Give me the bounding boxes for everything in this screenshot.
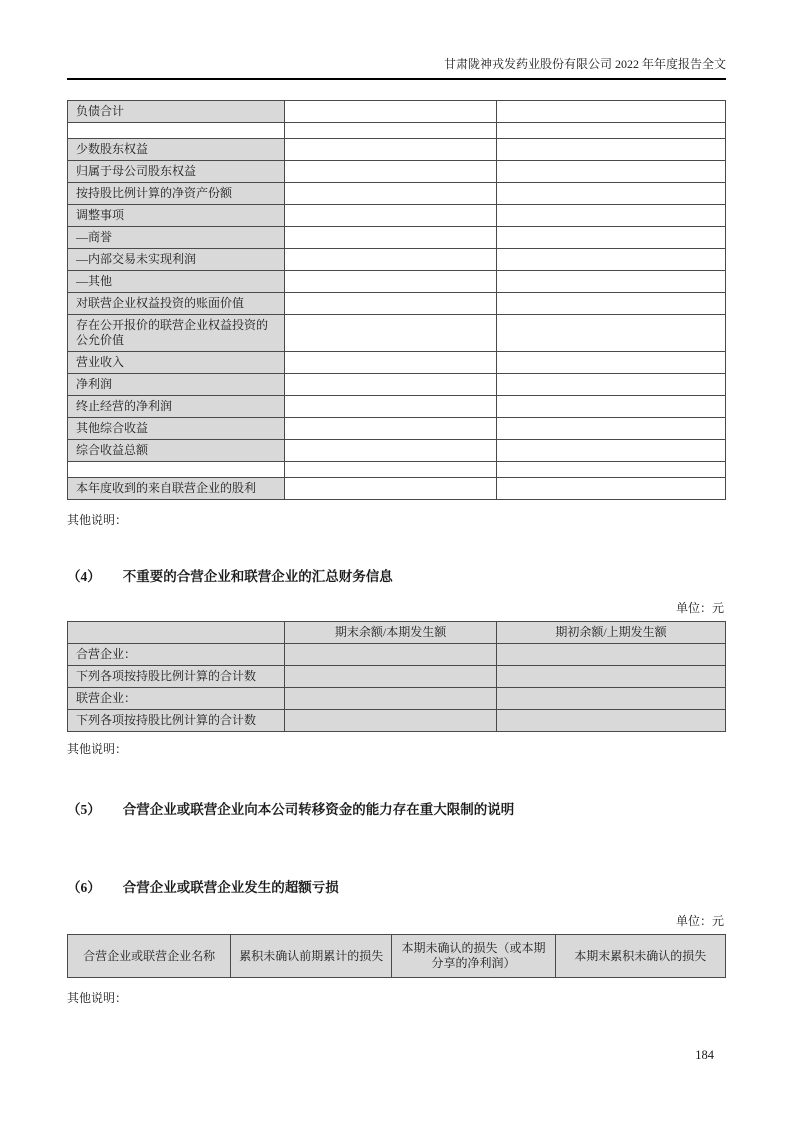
- value-cell: [285, 139, 497, 161]
- other-note-label: 其他说明：: [67, 742, 128, 756]
- row-label-cell: 净利润: [68, 374, 285, 396]
- value-cell: [497, 352, 726, 374]
- value-cell: [285, 249, 497, 271]
- value-cell: [497, 644, 726, 666]
- value-cell: [497, 101, 726, 123]
- table-row: [68, 293, 726, 315]
- value-cell: [497, 139, 726, 161]
- table-row: [68, 205, 726, 227]
- section-title: 合营企业或联营企业发生的超额亏损: [122, 880, 339, 895]
- row-label-cell: —内部交易未实现利润: [68, 249, 285, 271]
- value-cell: [285, 315, 497, 352]
- row-label-cell: 合营企业：: [68, 644, 285, 666]
- value-cell: [497, 123, 726, 139]
- column-header-cell: 本期末累积未确认的损失: [555, 935, 725, 978]
- section-title: 合营企业或联营企业向本公司转移资金的能力存在重大限制的说明: [122, 802, 515, 817]
- table-row: [68, 478, 726, 500]
- table-row: [68, 396, 726, 418]
- table-row: [68, 271, 726, 293]
- value-cell: [497, 315, 726, 352]
- column-header-cell: 期初余额/上期发生额: [497, 622, 726, 644]
- section-number: （6）: [67, 880, 101, 895]
- table-header-row: [68, 622, 726, 644]
- value-cell: [497, 293, 726, 315]
- value-cell: [285, 440, 497, 462]
- row-label-cell: [68, 123, 285, 139]
- table-row: [68, 666, 726, 688]
- row-label-cell: 综合收益总额: [68, 440, 285, 462]
- row-label-cell: 少数股东权益: [68, 139, 285, 161]
- value-cell: [285, 418, 497, 440]
- value-cell: [285, 396, 497, 418]
- value-cell: [285, 478, 497, 500]
- section-heading-5: [67, 801, 726, 819]
- table-row: [68, 161, 726, 183]
- value-cell: [497, 418, 726, 440]
- section-number: （4）: [67, 569, 101, 584]
- table-header-row: [68, 935, 726, 978]
- table-row: [68, 710, 726, 732]
- column-header-cell: 合营企业或联营企业名称: [68, 935, 231, 978]
- value-cell: [285, 293, 497, 315]
- table-row: [68, 139, 726, 161]
- other-note-label: 其他说明：: [67, 513, 128, 527]
- row-label-cell: 下列各项按持股比例计算的合计数: [68, 666, 285, 688]
- value-cell: [497, 374, 726, 396]
- value-cell: [497, 249, 726, 271]
- row-label-cell: [68, 462, 285, 478]
- value-cell: [285, 205, 497, 227]
- column-header-cell: 累积未确认前期累计的损失: [231, 935, 392, 978]
- table-row: [68, 440, 726, 462]
- value-cell: [497, 161, 726, 183]
- value-cell: [497, 440, 726, 462]
- section-number: （5）: [67, 802, 101, 817]
- table-row: [68, 315, 726, 352]
- value-cell: [497, 478, 726, 500]
- row-label-cell: 联营企业：: [68, 688, 285, 710]
- value-cell: [285, 644, 497, 666]
- table-row: [68, 183, 726, 205]
- table-row: [68, 374, 726, 396]
- row-label-cell: 存在公开报价的联营企业权益投资的公允价值: [68, 315, 285, 352]
- value-cell: [285, 710, 497, 732]
- row-label-cell: 营业收入: [68, 352, 285, 374]
- row-label-cell: 终止经营的净利润: [68, 396, 285, 418]
- value-cell: [285, 688, 497, 710]
- table-row: [68, 688, 726, 710]
- value-cell: [285, 123, 497, 139]
- page-number: 184: [695, 1048, 714, 1062]
- row-label-cell: 按持股比例计算的净资产份额: [68, 183, 285, 205]
- value-cell: [285, 352, 497, 374]
- value-cell: [497, 710, 726, 732]
- column-header-cell: 本期未确认的损失（或本期分享的净利润）: [392, 935, 555, 978]
- value-cell: [285, 462, 497, 478]
- value-cell: [285, 183, 497, 205]
- value-cell: [497, 227, 726, 249]
- table-row: [68, 418, 726, 440]
- row-label-cell: 归属于母公司股东权益: [68, 161, 285, 183]
- value-cell: [285, 666, 497, 688]
- value-cell: [285, 101, 497, 123]
- row-label-cell: 本年度收到的来自联营企业的股利: [68, 478, 285, 500]
- value-cell: [497, 688, 726, 710]
- column-header-cell: 期末余额/本期发生额: [285, 622, 497, 644]
- section-heading-4: [67, 568, 726, 586]
- row-label-cell: 其他综合收益: [68, 418, 285, 440]
- value-cell: [497, 183, 726, 205]
- value-cell: [285, 374, 497, 396]
- row-label-cell: 对联营企业权益投资的账面价值: [68, 293, 285, 315]
- table-row: [68, 227, 726, 249]
- row-label-cell: 负债合计: [68, 101, 285, 123]
- unit-label: 单位：元: [675, 601, 724, 615]
- value-cell: [497, 666, 726, 688]
- table-row: [68, 644, 726, 666]
- other-note-label: 其他说明：: [67, 991, 128, 1005]
- report-header-title: 甘肃陇神戎发药业股份有限公司 2022 年年度报告全文: [67, 56, 726, 80]
- unit-label: 单位：元: [675, 914, 724, 928]
- value-cell: [285, 161, 497, 183]
- value-cell: [497, 462, 726, 478]
- row-label-cell: —其他: [68, 271, 285, 293]
- table-row: [68, 101, 726, 123]
- row-label-cell: 下列各项按持股比例计算的合计数: [68, 710, 285, 732]
- row-label-cell: —商誉: [68, 227, 285, 249]
- table-row: [68, 123, 726, 139]
- value-cell: [497, 396, 726, 418]
- excess-losses-table: [67, 934, 726, 978]
- row-label-cell: 调整事项: [68, 205, 285, 227]
- value-cell: [285, 271, 497, 293]
- corner-cell: [68, 622, 285, 644]
- section-title: 不重要的合营企业和联营企业的汇总财务信息: [122, 569, 393, 584]
- summary-financials-table: [67, 100, 726, 500]
- value-cell: [497, 205, 726, 227]
- value-cell: [285, 227, 497, 249]
- section-heading-6: [67, 879, 726, 897]
- table-row: [68, 249, 726, 271]
- table-row: [68, 352, 726, 374]
- table-row: [68, 462, 726, 478]
- value-cell: [497, 271, 726, 293]
- insignificant-ventures-table: [67, 621, 726, 732]
